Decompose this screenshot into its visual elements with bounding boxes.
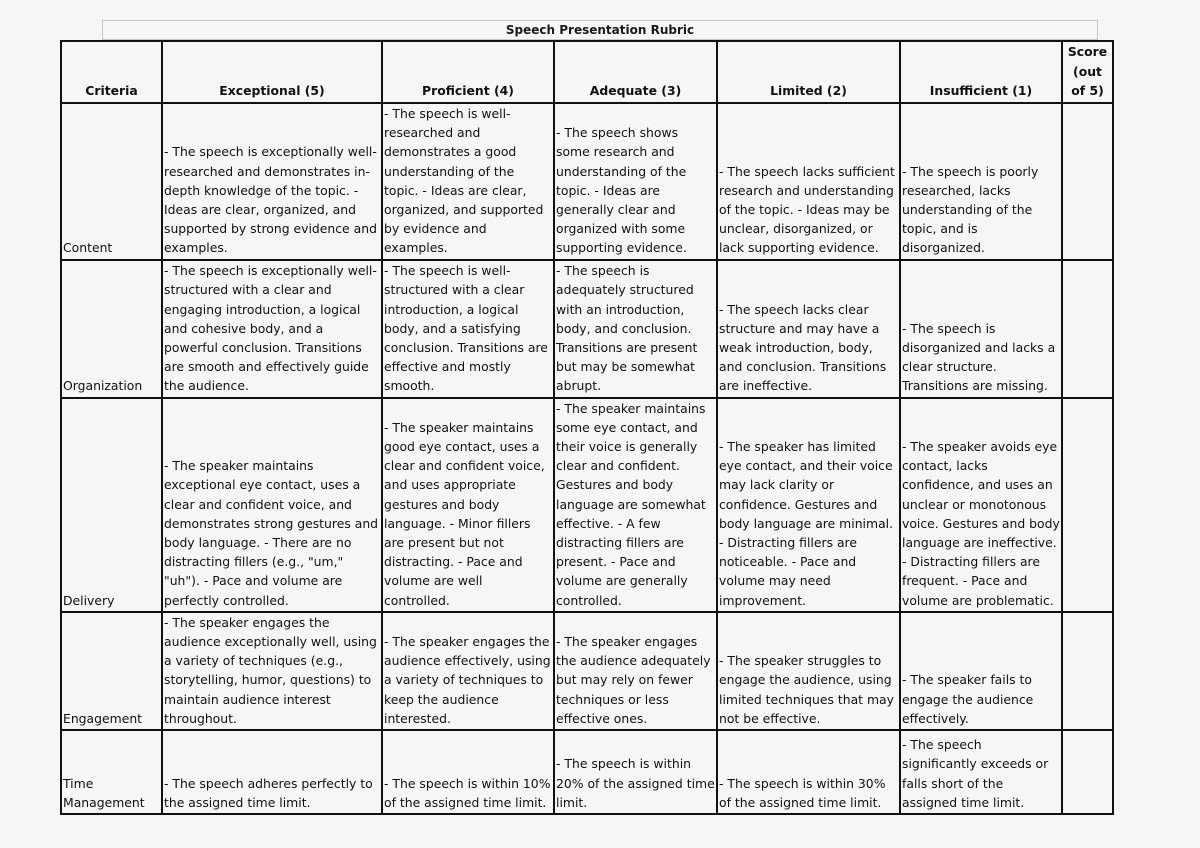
limited-cell: - The speaker has limited eye contact, and their voice may lack clarity or confidence. Gestures and body language are minimal. - Distracting fillers are noticeable. - Pace and volume may need improvement. <box>717 398 900 612</box>
exceptional-cell: - The speech adheres perfectly to the assigned time limit. <box>162 730 382 814</box>
proficient-cell: - The speech is well-structured with a clear introduction, a logical body, and a satisfying conclusion. Transitions are effective and mostly smooth. <box>382 260 554 398</box>
limited-cell: - The speaker struggles to engage the audience, using limited techniques that may not be effective. <box>717 612 900 730</box>
proficient-cell: - The speaker maintains good eye contact, uses a clear and confident voice, and uses appropriate gestures and body language. - Minor fillers are present but not distracting. - Pace and volume are well controlled. <box>382 398 554 612</box>
score-cell[interactable] <box>1062 612 1113 730</box>
table-row <box>61 612 1113 730</box>
header-proficient: Proficient (4) <box>382 41 554 103</box>
table-row <box>61 730 1113 814</box>
header-score: Score (out of 5) <box>1062 41 1113 103</box>
header-row <box>61 41 1113 103</box>
criteria-cell: Delivery <box>61 398 162 612</box>
adequate-cell: - The speaker engages the audience adequately but may rely on fewer techniques or less effective ones. <box>554 612 717 730</box>
criteria-cell: Content <box>61 103 162 260</box>
insufficient-cell: - The speech is disorganized and lacks a clear structure. Transitions are missing. <box>900 260 1062 398</box>
rubric-table <box>60 40 1114 815</box>
table-row <box>61 103 1113 260</box>
table-row <box>61 398 1113 612</box>
insufficient-cell: - The speech significantly exceeds or falls short of the assigned time limit. <box>900 730 1062 814</box>
insufficient-cell: - The speech is poorly researched, lacks understanding of the topic, and is disorganized. <box>900 103 1062 260</box>
exceptional-cell: - The speech is exceptionally well-researched and demonstrates in-depth knowledge of the topic. - Ideas are clear, organized, and supported by strong evidence and examples. <box>162 103 382 260</box>
criteria-cell: Time Management <box>61 730 162 814</box>
proficient-cell: - The speech is well-researched and demonstrates a good understanding of the topic. - Ideas are clear, organized, and supported by evidence and examples. <box>382 103 554 260</box>
score-cell[interactable] <box>1062 398 1113 612</box>
score-cell[interactable] <box>1062 260 1113 398</box>
adequate-cell: - The speaker maintains some eye contact, and their voice is generally clear and confident. Gestures and body language are somewhat effective. - A few distracting fillers are present. - Pace and volume are generally controlled. <box>554 398 717 612</box>
limited-cell: - The speech lacks clear structure and may have a weak introduction, body, and conclusion. Transitions are ineffective. <box>717 260 900 398</box>
exceptional-cell: - The speaker engages the audience exceptionally well, using a variety of techniques (e.g., storytelling, humor, questions) to maintain audience interest throughout. <box>162 612 382 730</box>
criteria-cell: Engagement <box>61 612 162 730</box>
limited-cell: - The speech lacks sufficient research and understanding of the topic. - Ideas may be unclear, disorganized, or lack supporting evidence. <box>717 103 900 260</box>
header-insufficient: Insufficient (1) <box>900 41 1062 103</box>
header-criteria: Criteria <box>61 41 162 103</box>
criteria-cell: Organization <box>61 260 162 398</box>
table-row <box>61 260 1113 398</box>
adequate-cell: - The speech is adequately structured with an introduction, body, and conclusion. Transitions are present but may be somewhat abrupt. <box>554 260 717 398</box>
adequate-cell: - The speech is within 20% of the assigned time limit. <box>554 730 717 814</box>
proficient-cell: - The speaker engages the audience effectively, using a variety of techniques to keep the audience interested. <box>382 612 554 730</box>
header-limited: Limited (2) <box>717 41 900 103</box>
insufficient-cell: - The speaker fails to engage the audience effectively. <box>900 612 1062 730</box>
score-cell[interactable] <box>1062 103 1113 260</box>
limited-cell: - The speech is within 30% of the assigned time limit. <box>717 730 900 814</box>
exceptional-cell: - The speech is exceptionally well-structured with a clear and engaging introduction, a logical and cohesive body, and a powerful conclusion. Transitions are smooth and effectively guide the audience. <box>162 260 382 398</box>
header-adequate: Adequate (3) <box>554 41 717 103</box>
score-cell[interactable] <box>1062 730 1113 814</box>
exceptional-cell: - The speaker maintains exceptional eye contact, uses a clear and confident voice, and demonstrates strong gestures and body language. - There are no distracting fillers (e.g., "um," "uh"). - Pace and volume are perfectly controlled. <box>162 398 382 612</box>
adequate-cell: - The speech shows some research and understanding of the topic. - Ideas are generally clear and organized with some supporting evidence. <box>554 103 717 260</box>
header-exceptional: Exceptional (5) <box>162 41 382 103</box>
insufficient-cell: - The speaker avoids eye contact, lacks confidence, and uses an unclear or monotonous voice. Gestures and body language are ineffective. - Distracting fillers are frequent. - Pace and volume are problematic. <box>900 398 1062 612</box>
rubric-title: Speech Presentation Rubric <box>102 20 1098 40</box>
proficient-cell: - The speech is within 10% of the assigned time limit. <box>382 730 554 814</box>
